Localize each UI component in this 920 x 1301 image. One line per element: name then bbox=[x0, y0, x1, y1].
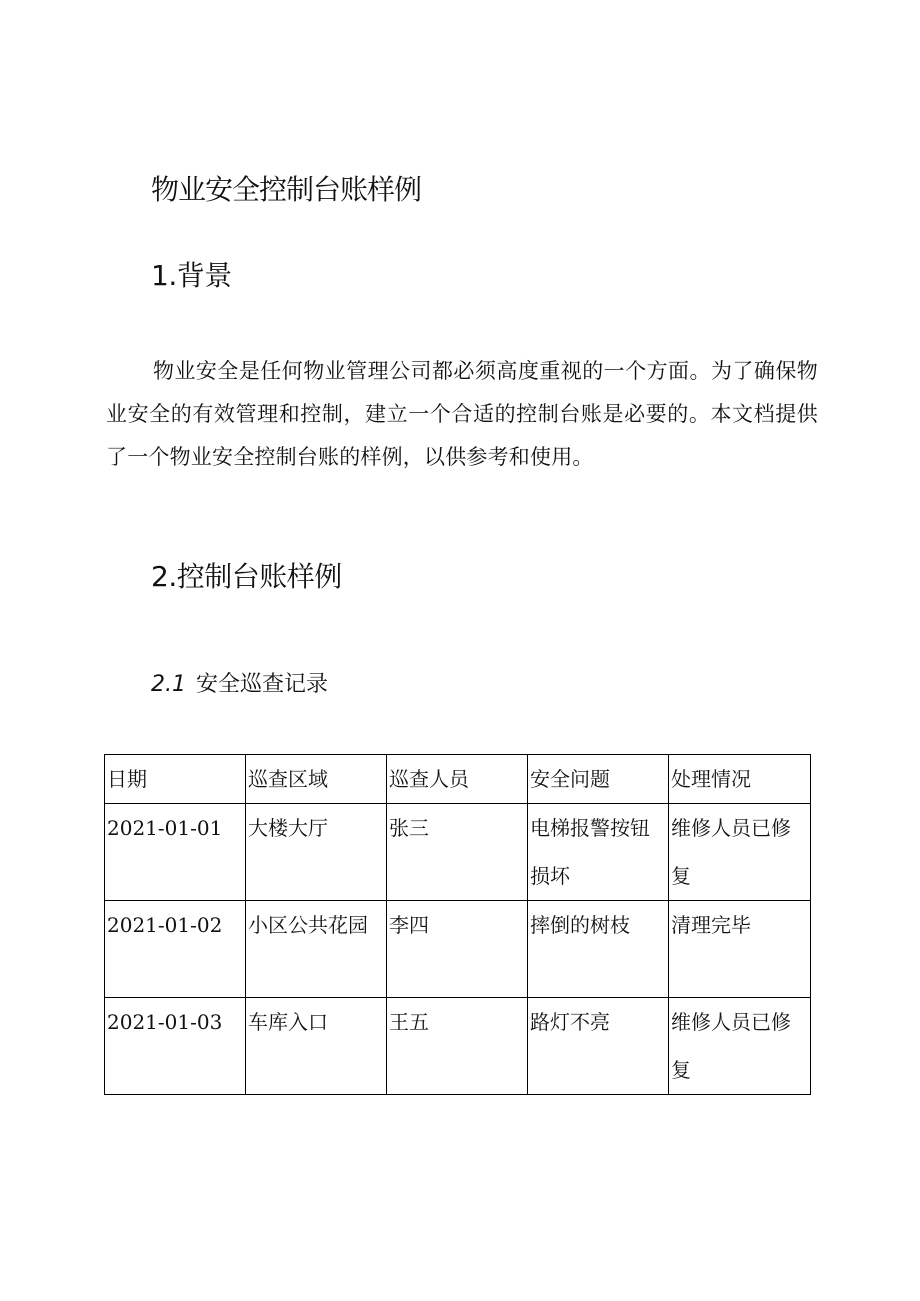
column-header-date: 日期 bbox=[105, 755, 246, 804]
cell-area: 小区公共花园 bbox=[246, 901, 387, 998]
column-header-handling: 处理情况 bbox=[669, 755, 811, 804]
column-header-inspector: 巡查人员 bbox=[387, 755, 528, 804]
table-row bbox=[105, 998, 811, 1095]
document-title: 物业安全控制台账样例 bbox=[151, 173, 422, 206]
subsection-number: 2.1 bbox=[151, 672, 186, 697]
cell-handling: 维修人员已修复 bbox=[669, 998, 811, 1095]
subsection-title: 安全巡查记录 bbox=[196, 672, 329, 697]
background-paragraph: 物业安全是任何物业管理公司都必须高度重视的一个方面。为了确保物业安全的有效管理和控制，建立一个合适的控制台账是必要的。本文档提供了一个物业安全控制台账的样例，以供参考和使用。 bbox=[106, 359, 818, 469]
column-header-area: 巡查区域 bbox=[246, 755, 387, 804]
cell-area: 车库入口 bbox=[246, 998, 387, 1095]
cell-inspector: 王五 bbox=[387, 998, 528, 1095]
table-row bbox=[105, 901, 811, 998]
subsection-heading bbox=[151, 667, 328, 703]
cell-date: 2021-01-01 bbox=[105, 804, 246, 901]
cell-inspector: 李四 bbox=[387, 901, 528, 998]
cell-handling: 维修人员已修复 bbox=[669, 804, 811, 901]
table-header-row bbox=[105, 755, 811, 804]
cell-issue: 摔倒的树枝 bbox=[528, 901, 669, 998]
section-heading-background: 1.背景 bbox=[151, 259, 232, 292]
section-heading-ledger-sample: 2.控制台账样例 bbox=[151, 560, 342, 593]
cell-area: 大楼大厅 bbox=[246, 804, 387, 901]
inspection-record-table bbox=[104, 754, 811, 1095]
cell-date: 2021-01-03 bbox=[105, 998, 246, 1095]
cell-issue: 电梯报警按钮损坏 bbox=[528, 804, 669, 901]
table-row bbox=[105, 804, 811, 901]
cell-issue: 路灯不亮 bbox=[528, 998, 669, 1095]
cell-date: 2021-01-02 bbox=[105, 901, 246, 998]
cell-handling: 清理完毕 bbox=[669, 901, 811, 998]
column-header-issue: 安全问题 bbox=[528, 755, 669, 804]
cell-inspector: 张三 bbox=[387, 804, 528, 901]
